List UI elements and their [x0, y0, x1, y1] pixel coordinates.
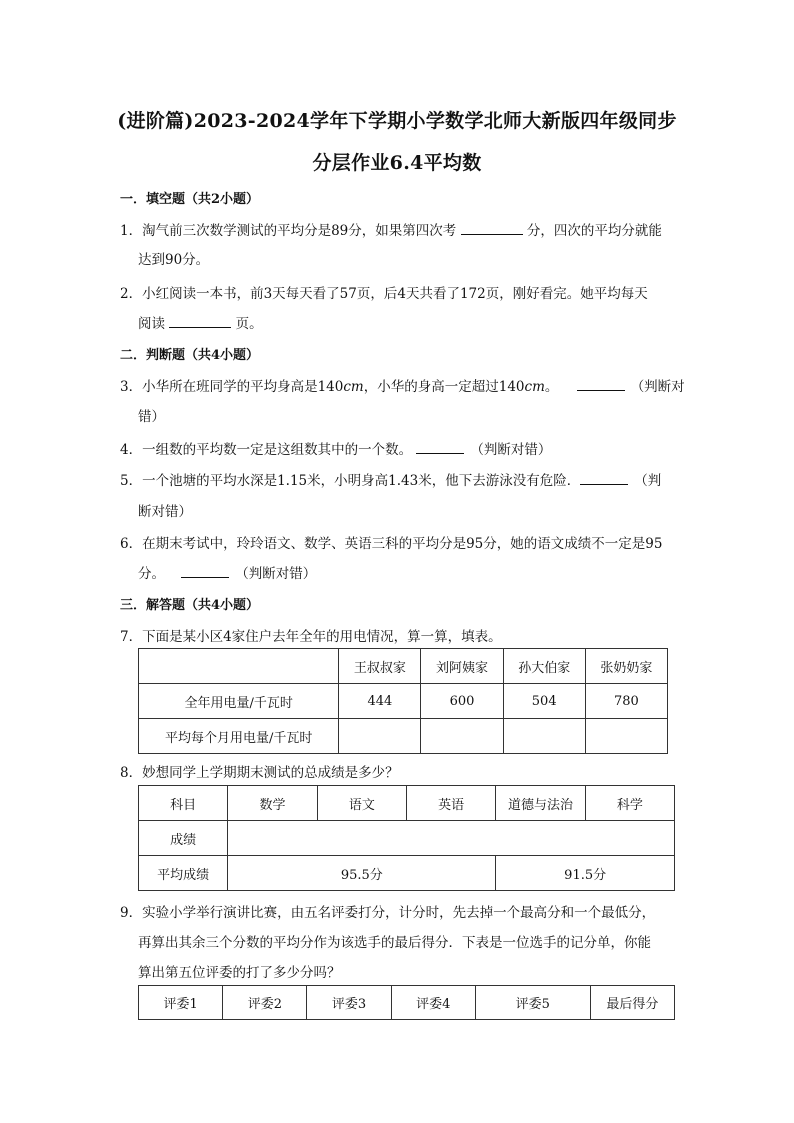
question-2-text-b: 阅读 — [138, 316, 165, 332]
table-header-cell: 数学 — [228, 786, 317, 821]
section-heading-true-false: 二．判断题（共4小题） — [120, 348, 260, 363]
question-6-text-c: （判断对错） — [235, 566, 317, 582]
row-label: 平均每个月用电量/千瓦时 — [139, 719, 339, 754]
table-row — [139, 684, 668, 719]
question-4-text-a: 4．一组数的平均数一定是这组数其中的一个数。 — [120, 442, 413, 458]
question-3-text-d: （判断对 — [630, 379, 685, 395]
table-row — [139, 856, 675, 891]
unit-cm: cm — [524, 379, 545, 395]
electricity-usage-table — [138, 648, 668, 754]
question-5-text-b: （判 — [634, 473, 662, 489]
table-header-cell: 评委2 — [223, 986, 307, 1020]
table-row — [139, 821, 675, 856]
question-4-line — [120, 438, 551, 458]
table-header-cell: 评委3 — [307, 986, 391, 1020]
page-title-line-2: 分层作业6.4平均数 — [312, 152, 482, 174]
question-1-text-a: 1．淘气前三次数学测试的平均分是89分，如果第四次考 — [120, 223, 457, 239]
average-score-cell: 91.5分 — [496, 856, 675, 891]
table-header-cell: 英语 — [406, 786, 495, 821]
question-5-line-2: 断对错） — [138, 504, 192, 520]
table-header-cell: 科学 — [585, 786, 674, 821]
table-cell: 504 — [503, 684, 585, 719]
table-header-cell: 刘阿姨家 — [421, 649, 503, 684]
question-3-text-c: 。 — [544, 379, 559, 395]
answer-blank[interactable] — [169, 313, 231, 328]
table-cell — [139, 649, 339, 684]
answer-cell[interactable] — [585, 719, 667, 754]
question-1-text-b: 分，四次的平均分就能 — [526, 223, 662, 239]
question-6-line-2 — [138, 562, 316, 582]
question-3-text-a: 3．小华所在班同学的平均身高是140 — [120, 379, 344, 395]
question-2-line-1: 2．小红阅读一本书，前3天每天看了57页，后4天共看了172页，刚好看完。她平均每天 — [120, 286, 648, 302]
table-header-cell: 语文 — [317, 786, 406, 821]
question-3-line-1 — [120, 375, 685, 395]
question-4-text-b: （判断对错） — [470, 442, 552, 458]
question-9-line-1: 9．实验小学举行演讲比赛，由五名评委打分，计分时，先去掉一个最高分和一个最低分， — [120, 905, 656, 921]
table-header-row — [139, 986, 675, 1020]
answer-blank[interactable] — [181, 563, 229, 578]
table-cell: 444 — [339, 684, 421, 719]
table-header-cell: 评委1 — [139, 986, 223, 1020]
answer-blank[interactable] — [580, 470, 628, 485]
page-title-line-1: (进阶篇)2023-2024学年下学期小学数学北师大新版四年级同步 — [117, 110, 677, 132]
table-header-cell: 张奶奶家 — [585, 649, 667, 684]
question-2-text-c: 页。 — [235, 316, 263, 332]
row-label: 成绩 — [139, 821, 228, 856]
answer-cell[interactable] — [421, 719, 503, 754]
table-cell: 600 — [421, 684, 503, 719]
table-header-cell: 孙大伯家 — [503, 649, 585, 684]
question-3-line-2: 错） — [138, 409, 165, 425]
answer-cell[interactable] — [228, 821, 675, 856]
table-header-row — [139, 649, 668, 684]
question-9-line-3: 算出第五位评委的打了多少分吗？ — [138, 965, 341, 981]
question-7-text: 7．下面是某小区4家住户去年全年的用电情况，算一算，填表。 — [120, 629, 502, 645]
average-score-cell: 95.5分 — [228, 856, 496, 891]
table-header-row — [139, 786, 675, 821]
question-9-line-2: 再算出其余三个分数的平均分作为该选手的最后得分．下表是一位选手的记分单，你能 — [138, 935, 651, 951]
exam-score-table — [138, 785, 675, 891]
answer-blank[interactable] — [577, 376, 625, 391]
row-label: 平均成绩 — [139, 856, 228, 891]
table-header-cell: 最后得分 — [590, 986, 674, 1020]
answer-cell[interactable] — [339, 719, 421, 754]
answer-cell[interactable] — [503, 719, 585, 754]
answer-blank[interactable] — [461, 220, 523, 235]
table-header-cell: 评委4 — [391, 986, 475, 1020]
table-header-cell: 王叔叔家 — [339, 649, 421, 684]
table-row — [139, 719, 668, 754]
question-8-text: 8．妙想同学上学期期末测试的总成绩是多少？ — [120, 765, 399, 781]
answer-blank[interactable] — [416, 439, 464, 454]
section-heading-solve: 三．解答题（共4小题） — [120, 598, 260, 613]
question-3-text-b: ，小华的身高一定超过140 — [363, 379, 525, 395]
unit-cm: cm — [343, 379, 364, 395]
table-header-cell: 评委5 — [475, 986, 590, 1020]
question-2-line-2 — [138, 312, 263, 332]
question-6-line-1: 6．在期末考试中，玲玲语文、数学、英语三科的平均分是95分，她的语文成绩不一定是95 — [120, 536, 663, 552]
table-header-cell: 科目 — [139, 786, 228, 821]
question-5-text-a: 5．一个池塘的平均水深是1.15米，小明身高1.43米，他下去游泳没有危险． — [120, 473, 581, 489]
judge-score-table — [138, 985, 675, 1020]
question-6-text-b: 分。 — [138, 566, 165, 582]
table-header-cell: 道德与法治 — [496, 786, 585, 821]
table-cell: 780 — [585, 684, 667, 719]
section-heading-fill-in: 一．填空题（共2小题） — [120, 192, 260, 207]
question-5-line-1 — [120, 469, 661, 489]
row-label: 全年用电量/千瓦时 — [139, 684, 339, 719]
question-1-line-2: 达到90分。 — [138, 252, 210, 268]
question-1-line-1 — [120, 219, 662, 239]
